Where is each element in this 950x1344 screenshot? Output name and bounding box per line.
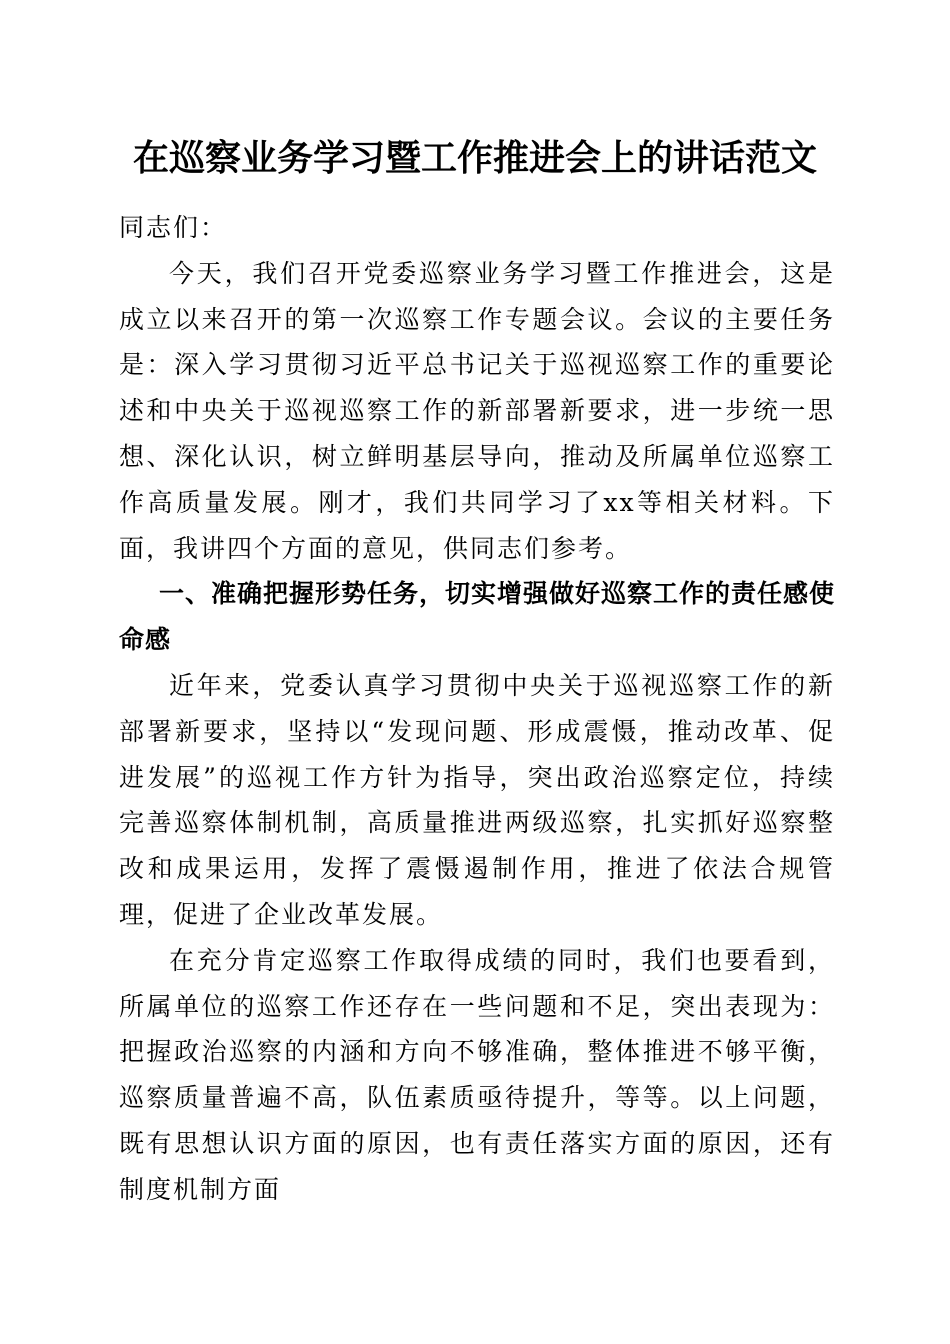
section-heading-1: 一、准确把握形势任务，切实增强做好巡察工作的责任感使命感	[119, 579, 836, 655]
paragraph-section1-problems: 在充分肯定巡察工作取得成绩的同时，我们也要看到，所属单位的巡察工作还存在一些问题和不足，突出表现为：把握政治巡察的内涵和方向不够准确，整体推进不够平衡，巡察质量普遍不高，队伍素质亟待提升，等等。以上问题，既有思想认识方面的原因，也有责任落实方面的原因，还有制度机制方面	[119, 945, 835, 1204]
paragraph-opening: 今天，我们召开党委巡察业务学习暨工作推进会，这是成立以来召开的第一次巡察工作专题会议。会议的主要任务是：深入学习贯彻习近平总书记关于巡视巡察工作的重要论述和中央关于巡视巡察工作的新部署新要求，进一步统一思想、深化认识，树立鲜明基层导向，推动及所属单位巡察工作高质量发展。刚才，我们共同学习了xx等相关材料。下面，我讲四个方面的意见，供同志们参考。	[119, 258, 835, 563]
salutation: 同志们：	[119, 213, 228, 242]
paragraph-section1-achievements: 近年来，党委认真学习贯彻中央关于巡视巡察工作的新部署新要求，坚持以“发现问题、形成震慑，推动改革、促进发展”的巡视工作方针为指导，突出政治巡察定位，持续完善巡察体制机制，高质量推进两级巡察，扎实抓好巡察整改和成果运用，发挥了震慑遏制作用，推进了依法合规管理，促进了企业改革发展。	[119, 670, 835, 929]
document-body	[119, 205, 835, 1213]
document-title: 在巡察业务学习暨工作推进会上的讲话范文	[132, 137, 817, 179]
